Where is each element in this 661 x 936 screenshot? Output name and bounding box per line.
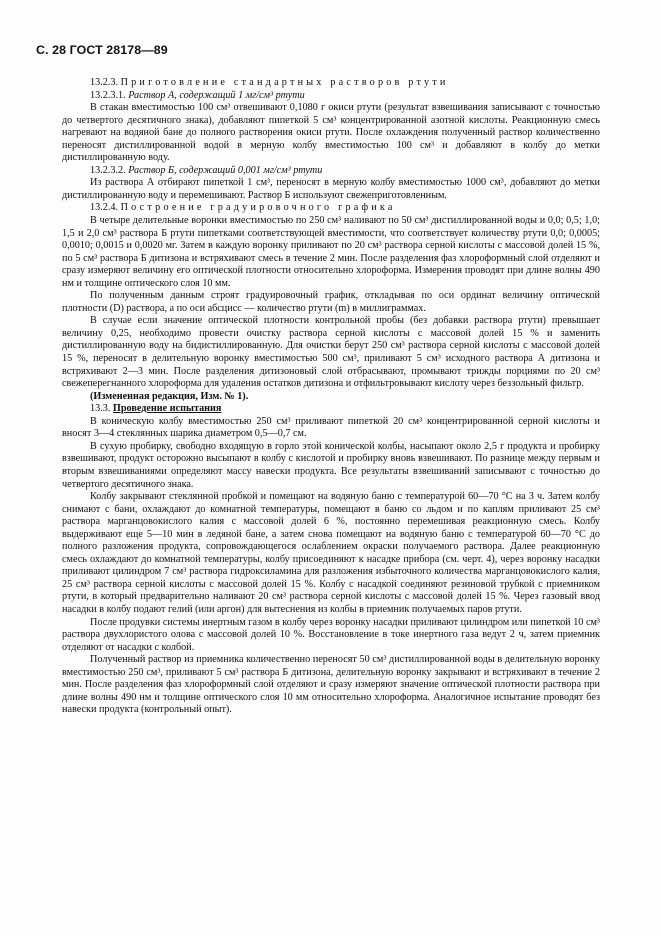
paragraph: В коническую колбу вместимостью 250 см³ приливают пипеткой 20 см³ концентрированной серной кислоты и вносят 3—4 стеклянных шарика диаметром 0,5—0,7 см. (62, 415, 600, 440)
paragraph: После продувки системы инертным газом в колбу через воронку насадки приливают цилиндром или пипеткой 10 см³ раствора двухлористого олова с массовой долей 10 %. Восстановление в токе инертного газа ведут 2 ч, затем приемник отделяют от насадки с колбой. (62, 616, 600, 653)
paragraph: Колбу закрывают стеклянной пробкой и помещают на водяную баню с температурой 60—70 °С на 3 ч. Затем колбу снимают с бани, охлаждают до комнатной температуры, помещают в баню со льдом и по каплям приливают 25 см³ раствора марганцовокислого калия с массовой долей 6 %, постоянно перемешивая реакционную смесь. Колбу выдерживают еще 5—10 мин в ледяной бане, а затем снова помещают на водяную баню с температурой 60—70 °С до полного разложения продукта, сопровождающегося ослаблением окраски получаемого раствора. Далее реакционную смесь охлаждают до комнатной температуры, колбу присоединяют к насадке прибора (см. черт. 4), через воронку насадки приливают цилиндром 7 см³ раствора гидроксиламина для разложения избыточного количества марганцовокислого калия, 25 см³ раствора серной кислоты с массовой долей 15 %. Колбу с насадкой соединяют резиновой трубкой с приемником ртути, в который предварительно наливают 20 см³ раствора серной кислоты с массовой долей 15 %. Через газовый ввод насадки в колбу подают гелий (или аргон) для вытеснения из колбы в приемник получаемых паров ртути. (62, 491, 600, 615)
section-title: Раствор Б, содержащий 0,001 мг/см³ ртути (128, 164, 323, 176)
section-number: 13.2.4. (90, 202, 121, 214)
section-heading-13-2-4 (62, 202, 600, 215)
amendment-note: (Измененная редакция, Изм. № 1). (90, 390, 249, 402)
paragraph: В случае если значение оптической плотности контрольной пробы (без добавки раствора ртути) превышает величину 0,25, необходимо провести очистку раствора серной кислоты с массовой долей 15 % и заменить дистиллированную воду на бидистиллированную. Для очистки берут 250 см³ раствора серной кислоты с массовой долей 15 %, переносят в делительную воронку вместимостью 500 см³, приливают 5 см³ исходного раствора А дитизона и встряхивают 2—3 мин. После разделения дитизоновый слой отбрасывают, промывают трижды порциями по 20 см³ свежеперегнанного хлороформа для удаления остатков дитизона и отфильтровывают кислоту через беззольный фильтр. (62, 315, 600, 390)
section-number: 13.3. (90, 403, 113, 415)
section-title: Приготовление стандартных растворов ртути (120, 77, 449, 88)
section-number: 13.2.3.2. (90, 164, 129, 176)
section-number: 13.2.3.1. (90, 89, 129, 101)
section-heading-13-3 (62, 403, 600, 416)
paragraph: В сухую пробирку, свободно входящую в горло этой конической колбы, насыпают около 2,5 г продукта и пробирку взвешивают, продукт осторожно высыпают в колбу с кислотой и пробирку вновь взвешивают. По разнице между первым и вторым взвешиваниями определяют массу навески продукта. Все результаты взвешиваний записывают с точностью до четвертого десятичного знака. (62, 440, 600, 490)
subsection-heading-13-2-3-2 (62, 165, 600, 178)
document-body (62, 77, 600, 717)
paragraph: Полученный раствор из приемника количественно переносят 50 см³ дистиллированной воды в делительную воронку вместимостью 250 см³, приливают 5 см³ раствора Б дитизона, делительную воронку закрывают и встряхивают в течение 2 мин. После разделения фаз хлороформный слой отделяют и сразу измеряют значение оптической плотности раствора при длине волны 490 нм и толщине оптического слоя 10 мм относительно хлороформа. Аналогичное испытание проводят без навески продукта (контрольный опыт). (62, 654, 600, 716)
page-header: С. 28 ГОСТ 28178—89 (36, 43, 168, 57)
section-title: Построение градуировочного графика (120, 202, 396, 214)
paragraph: По полученным данным строят градуировочный график, откладывая по оси ординат величину оптической плотности (D) раствора, а по оси абсцисс — количество ртути (m) в миллиграммах. (62, 290, 600, 314)
section-title: Проведение испытания (112, 403, 222, 415)
section-title: Раствор А, содержащий 1 мг/см³ ртути (128, 89, 305, 101)
section-number: 13.2.3. (90, 77, 121, 88)
subsection-heading-13-2-3-1 (62, 90, 600, 103)
section-heading-13-2-3 (62, 77, 600, 90)
paragraph: В стакан вместимостью 100 см³ отвешивают 0,1080 г окиси ртути (результат взвешивания записывают с точностью до четвертого десятичного знака), добавляют пипеткой 5 см³ концентрированной азотной кислоты. Реакционную смесь нагревают на водяной бане до полного растворения окиси ртути. После охлаждения полученный раствор количественно переносят дистиллированной водой в мерную колбу вместимостью 100 см³ и добавляют в колбу до метки дистиллированную воду. (62, 102, 600, 164)
paragraph: Из раствора А отбирают пипеткой 1 см³, переносят в мерную колбу вместимостью 1000 см³, добавляют до метки дистиллированную воду и перемешивают. Раствор Б используют свежеприготовленным. (62, 177, 600, 201)
paragraph: В четыре делительные воронки вместимостью по 250 см³ наливают по 50 см³ дистиллированной воды и 0,0; 0,5; 1,0; 1,5 и 2,0 см³ раствора Б ртути пипетками соответствующей вместимости, что соответствует количеству ртути 0,0; 0,0005; 0,0010; 0,0015 и 0,0020 мг. Затем в каждую воронку приливают по 20 см³ раствора серной кислоты с массовой долей 15 %, по 5 см³ раствора Б дитизона и встряхивают смесь в течение 2 мин. После разделения фаз хлороформный слой отделяют и сразу измеряют величину его оптической плотности относительно хлороформа. Измерения проводят при длине волны 490 нм и толщине оптического слоя 10 мм. (62, 215, 600, 289)
